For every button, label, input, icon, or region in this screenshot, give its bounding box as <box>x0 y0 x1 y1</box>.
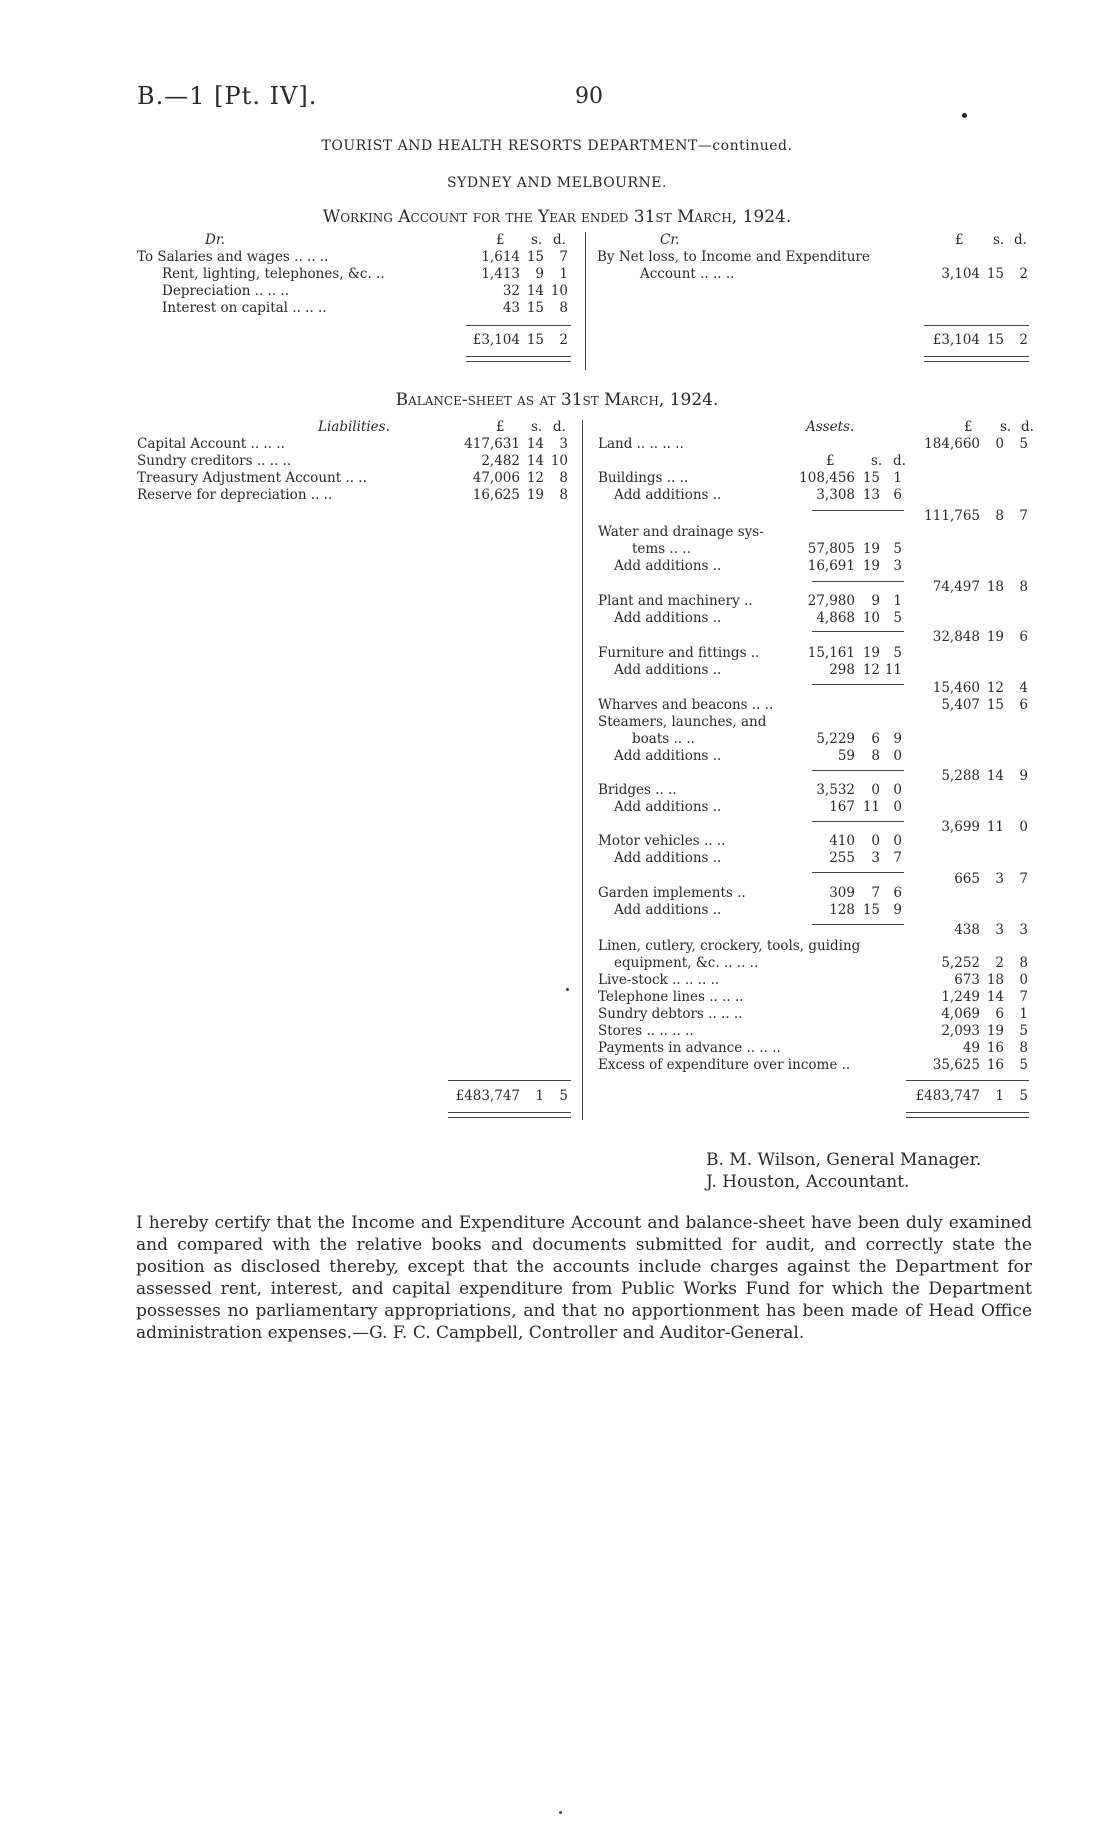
asset-total-pounds: 3,699 <box>941 819 980 835</box>
document-reference: B.—1 [Pt. IV]. <box>137 82 318 110</box>
liability-pounds: 16,625 <box>472 487 520 503</box>
asset-add-label: Add additions .. <box>614 799 722 815</box>
dr-row-pounds: 1,413 <box>481 266 520 282</box>
asset-wharves-shillings: 15 <box>986 697 1004 713</box>
asset-total-pence: 0 <box>1019 819 1028 835</box>
dr-row-pence: 1 <box>559 266 568 282</box>
asset-total-shillings: 3 <box>995 922 1004 938</box>
rule <box>812 924 904 925</box>
asset-total-pence: 7 <box>1019 871 1028 887</box>
asset-group-label: Bridges .. .. <box>598 782 677 798</box>
asset-add-pence: 0 <box>893 748 902 764</box>
asset-total-pence: 7 <box>1019 508 1028 524</box>
rule <box>812 770 904 771</box>
page-number: 90 <box>575 84 603 109</box>
asset-row-pence: 5 <box>1019 1023 1028 1039</box>
asset-row-label: Excess of expenditure over income .. <box>598 1057 851 1073</box>
asset-base-pence: 5 <box>893 541 902 557</box>
asset-base-pounds: 27,980 <box>807 593 855 609</box>
liability-label: Capital Account .. .. .. <box>137 436 285 452</box>
print-mark <box>566 988 569 991</box>
sub-col-pound: £ <box>826 453 835 469</box>
asset-add-label: Add additions .. <box>614 748 722 764</box>
asset-total-shillings: 18 <box>986 579 1004 595</box>
asset-total-shillings: 12 <box>986 680 1004 696</box>
asset-add-shillings: 11 <box>862 799 880 815</box>
asset-row-pounds: 5,252 <box>941 955 980 971</box>
liabilities-total-pence: 5 <box>559 1088 568 1104</box>
cr-total-pence: 2 <box>1019 332 1028 348</box>
asset-base-pence: 0 <box>893 833 902 849</box>
liability-shillings: 19 <box>526 487 544 503</box>
asset-total-pence: 8 <box>1019 579 1028 595</box>
asset-add-pence: 9 <box>893 902 902 918</box>
asset-total-shillings: 11 <box>986 819 1004 835</box>
dr-row-shillings: 15 <box>526 300 544 316</box>
asset-base-pence: 5 <box>893 645 902 661</box>
asset-total-shillings: 8 <box>995 508 1004 524</box>
asset-row-shillings: 6 <box>995 1006 1004 1022</box>
asset-add-pence: 3 <box>893 558 902 574</box>
asset-total-pounds: 665 <box>954 871 980 887</box>
asset-total-pounds: 32,848 <box>932 629 980 645</box>
department-title: TOURIST AND HEALTH RESORTS DEPARTMENT—continued. <box>321 138 793 154</box>
asset-land-shillings: 0 <box>995 436 1004 452</box>
cr-total-pounds: £3,104 <box>932 332 980 348</box>
rule <box>924 325 1029 326</box>
asset-base-pounds: 15,161 <box>807 645 855 661</box>
assets-total-shillings: 1 <box>995 1088 1004 1104</box>
asset-add-shillings: 10 <box>862 610 880 626</box>
audit-certificate: I hereby certify that the Income and Expenditure Account and balance-sheet have been duly examined and compared with the relative books and documents submitted for audit, and correctly state the position as disclosed thereby, except that the accounts include charges against the Department for assessed rent, interest, and capital expenditure from Public Works Fund for which the Department possesses no parliamentary appropriations, and that no apportionment has been made of Head Office administration expenses.—G. F. C. Campbell, Controller and Auditor-General. <box>136 1213 1032 1343</box>
asset-base-pence: 6 <box>893 885 902 901</box>
dr-row-pounds: 43 <box>502 300 520 316</box>
asset-row-shillings: 14 <box>986 989 1004 1005</box>
cr-total-shillings: 15 <box>986 332 1004 348</box>
dr-row-pence: 8 <box>559 300 568 316</box>
liability-pounds: 47,006 <box>472 470 520 486</box>
asset-group-label-cont: tems .. .. <box>632 541 691 557</box>
dr-label: Dr. <box>205 232 226 248</box>
col-pound: £ <box>496 419 505 435</box>
rule <box>466 325 571 326</box>
asset-wharves-label: Wharves and beacons .. .. <box>598 697 774 713</box>
asset-add-pounds: 128 <box>829 902 855 918</box>
asset-add-pounds: 16,691 <box>807 558 855 574</box>
asset-add-pence: 7 <box>893 850 902 866</box>
asset-base-shillings: 19 <box>862 541 880 557</box>
asset-base-pence: 9 <box>893 731 902 747</box>
rule <box>812 872 904 873</box>
asset-add-pounds: 4,868 <box>816 610 855 626</box>
cr-amount-shillings: 15 <box>986 266 1004 282</box>
signature-accountant: J. Houston, Accountant. <box>706 1172 910 1192</box>
asset-row-pounds: 49 <box>962 1040 980 1056</box>
asset-total-pence: 4 <box>1019 680 1028 696</box>
asset-add-label: Add additions .. <box>614 558 722 574</box>
asset-group-label: Furniture and fittings .. <box>598 645 760 661</box>
asset-row-pounds: 35,625 <box>932 1057 980 1073</box>
asset-row-shillings: 19 <box>986 1023 1004 1039</box>
dr-row-shillings: 9 <box>535 266 544 282</box>
dr-row-shillings: 15 <box>526 249 544 265</box>
asset-row-label: Live-stock .. .. .. .. <box>598 972 720 988</box>
col-pound-right: £ <box>964 419 973 435</box>
liability-pounds: 2,482 <box>481 453 520 469</box>
rule <box>812 684 904 685</box>
liability-shillings: 12 <box>526 470 544 486</box>
rule <box>812 581 904 582</box>
asset-row-pounds: 1,249 <box>941 989 980 1005</box>
column-divider <box>582 420 583 1120</box>
assets-label: Assets. <box>806 419 855 435</box>
asset-land-pence: 5 <box>1019 436 1028 452</box>
asset-base-shillings: 19 <box>862 645 880 661</box>
asset-row-shillings: 2 <box>995 955 1004 971</box>
print-mark <box>559 1811 562 1814</box>
asset-row-pence: 0 <box>1019 972 1028 988</box>
col-pence-right: d. <box>1021 419 1034 435</box>
asset-add-pounds: 59 <box>837 748 855 764</box>
col-pound: £ <box>496 232 505 248</box>
column-divider <box>585 232 586 370</box>
double-rule <box>448 1112 571 1118</box>
assets-total-pounds: £483,747 <box>915 1088 980 1104</box>
liability-shillings: 14 <box>526 436 544 452</box>
asset-add-pence: 11 <box>884 662 902 678</box>
cr-amount-pounds: 3,104 <box>941 266 980 282</box>
col-pound-right: £ <box>955 232 964 248</box>
asset-add-pounds: 167 <box>829 799 855 815</box>
rule <box>812 821 904 822</box>
asset-base-pence: 1 <box>893 593 902 609</box>
asset-row-label: equipment, &c. .. .. .. <box>614 955 759 971</box>
cr-label: Cr. <box>660 232 680 248</box>
double-rule <box>924 356 1029 362</box>
asset-total-pence: 3 <box>1019 922 1028 938</box>
balance-sheet-title: Balance-sheet as at 31st March, 1924. <box>395 390 719 410</box>
dr-row-shillings: 14 <box>526 283 544 299</box>
asset-row-pence: 7 <box>1019 989 1028 1005</box>
asset-add-shillings: 12 <box>862 662 880 678</box>
asset-total-pounds: 15,460 <box>932 680 980 696</box>
asset-add-shillings: 8 <box>871 748 880 764</box>
asset-wharves-pounds: 5,407 <box>941 697 980 713</box>
asset-row-shillings: 18 <box>986 972 1004 988</box>
asset-row-pounds: 2,093 <box>941 1023 980 1039</box>
asset-land-label: Land .. .. .. .. <box>598 436 684 452</box>
asset-total-pence: 9 <box>1019 768 1028 784</box>
asset-row-label: Telephone lines .. .. .. <box>598 989 744 1005</box>
asset-total-pounds: 5,288 <box>941 768 980 784</box>
asset-row-label: Payments in advance .. .. .. <box>598 1040 781 1056</box>
rule <box>906 1080 1029 1081</box>
asset-base-shillings: 15 <box>862 470 880 486</box>
liability-pence: 8 <box>559 470 568 486</box>
asset-base-pounds: 5,229 <box>816 731 855 747</box>
asset-add-shillings: 15 <box>862 902 880 918</box>
liabilities-total-shillings: 1 <box>535 1088 544 1104</box>
asset-row-label: Stores .. .. .. .. <box>598 1023 694 1039</box>
dr-row-label: To Salaries and wages .. .. .. <box>137 249 329 265</box>
dr-total-shillings: 15 <box>526 332 544 348</box>
asset-row-pounds: 673 <box>954 972 980 988</box>
asset-add-pence: 6 <box>893 487 902 503</box>
cr-line-2: Account .. .. .. <box>640 266 735 282</box>
asset-add-label: Add additions .. <box>614 902 722 918</box>
asset-add-label: Add additions .. <box>614 662 722 678</box>
asset-total-pounds: 111,765 <box>924 508 980 524</box>
asset-row-pence: 1 <box>1019 1006 1028 1022</box>
asset-add-label: Add additions .. <box>614 487 722 503</box>
asset-base-pence: 1 <box>893 470 902 486</box>
liability-pounds: 417,631 <box>464 436 520 452</box>
asset-group-label: Plant and machinery .. <box>598 593 753 609</box>
col-shillings-right: s. <box>1000 419 1012 435</box>
rule <box>812 510 904 511</box>
cr-amount-pence: 2 <box>1019 266 1028 282</box>
asset-row-pence: 8 <box>1019 1040 1028 1056</box>
asset-add-label: Add additions .. <box>614 850 722 866</box>
asset-row-shillings: 16 <box>986 1057 1004 1073</box>
col-shillings: s. <box>531 232 543 248</box>
asset-total-shillings: 19 <box>986 629 1004 645</box>
dr-row-pence: 10 <box>550 283 568 299</box>
asset-base-pounds: 108,456 <box>799 470 855 486</box>
working-account-title: Working Account for the Year ended 31st March, 1924. <box>322 207 792 227</box>
asset-base-pounds: 3,532 <box>816 782 855 798</box>
asset-add-label: Add additions .. <box>614 610 722 626</box>
asset-base-shillings: 0 <box>871 782 880 798</box>
liability-pence: 8 <box>559 487 568 503</box>
dr-total-pounds: £3,104 <box>472 332 520 348</box>
dr-row-pounds: 1,614 <box>481 249 520 265</box>
asset-group-label: Steamers, launches, and <box>598 714 767 730</box>
sub-col-shillings: s. <box>871 453 883 469</box>
dr-row-pence: 7 <box>559 249 568 265</box>
asset-base-pounds: 410 <box>829 833 855 849</box>
asset-add-pence: 0 <box>893 799 902 815</box>
dr-row-label: Rent, lighting, telephones, &c. .. <box>162 266 385 282</box>
asset-group-label-cont: boats .. .. <box>632 731 695 747</box>
liability-pence: 10 <box>550 453 568 469</box>
location-title: SYDNEY AND MELBOURNE. <box>447 175 667 191</box>
asset-add-pounds: 298 <box>829 662 855 678</box>
asset-row-pence: 8 <box>1019 955 1028 971</box>
asset-row-pence: 5 <box>1019 1057 1028 1073</box>
liabilities-label: Liabilities. <box>318 419 390 435</box>
asset-total-shillings: 3 <box>995 871 1004 887</box>
asset-add-pounds: 3,308 <box>816 487 855 503</box>
asset-group-label: Buildings .. .. <box>598 470 689 486</box>
signature-manager: B. M. Wilson, General Manager. <box>706 1150 982 1170</box>
double-rule <box>906 1112 1029 1118</box>
col-shillings-right: s. <box>993 232 1005 248</box>
dr-row-label: Interest on capital .. .. .. <box>162 300 327 316</box>
liability-shillings: 14 <box>526 453 544 469</box>
asset-add-shillings: 19 <box>862 558 880 574</box>
dr-row-pounds: 32 <box>502 283 520 299</box>
asset-group-label: Water and drainage sys- <box>598 524 764 540</box>
col-shillings: s. <box>531 419 543 435</box>
asset-base-pence: 0 <box>893 782 902 798</box>
dr-row-label: Depreciation .. .. .. <box>162 283 290 299</box>
asset-base-shillings: 9 <box>871 593 880 609</box>
col-pence: d. <box>553 419 566 435</box>
cr-line-1: By Net loss, to Income and Expenditure <box>597 249 870 265</box>
asset-total-pounds: 438 <box>954 922 980 938</box>
print-mark <box>962 113 967 118</box>
double-rule <box>466 356 571 362</box>
asset-add-shillings: 3 <box>871 850 880 866</box>
rule <box>448 1080 571 1081</box>
assets-total-pence: 5 <box>1019 1088 1028 1104</box>
asset-row-pounds: 4,069 <box>941 1006 980 1022</box>
asset-base-shillings: 0 <box>871 833 880 849</box>
asset-total-pence: 6 <box>1019 629 1028 645</box>
dr-total-pence: 2 <box>559 332 568 348</box>
asset-row-shillings: 16 <box>986 1040 1004 1056</box>
asset-add-pence: 5 <box>893 610 902 626</box>
liability-pence: 3 <box>559 436 568 452</box>
asset-base-pounds: 309 <box>829 885 855 901</box>
liabilities-total-pounds: £483,747 <box>455 1088 520 1104</box>
asset-linen-label: Linen, cutlery, crockery, tools, guiding <box>598 938 861 954</box>
asset-add-shillings: 13 <box>862 487 880 503</box>
asset-row-label: Sundry debtors .. .. .. <box>598 1006 743 1022</box>
asset-add-pounds: 255 <box>829 850 855 866</box>
liability-label: Sundry creditors .. .. .. <box>137 453 292 469</box>
sub-col-pence: d. <box>893 453 906 469</box>
col-pence-right: d. <box>1014 232 1027 248</box>
asset-group-label: Garden implements .. <box>598 885 746 901</box>
asset-base-shillings: 7 <box>871 885 880 901</box>
asset-base-shillings: 6 <box>871 731 880 747</box>
asset-land-pounds: 184,660 <box>924 436 980 452</box>
liability-label: Treasury Adjustment Account .. .. <box>137 470 367 486</box>
asset-base-pounds: 57,805 <box>807 541 855 557</box>
asset-wharves-pence: 6 <box>1019 697 1028 713</box>
asset-group-label: Motor vehicles .. .. <box>598 833 726 849</box>
asset-total-pounds: 74,497 <box>932 579 980 595</box>
rule <box>812 631 904 632</box>
liability-label: Reserve for depreciation .. .. <box>137 487 333 503</box>
asset-total-shillings: 14 <box>986 768 1004 784</box>
col-pence: d. <box>553 232 566 248</box>
